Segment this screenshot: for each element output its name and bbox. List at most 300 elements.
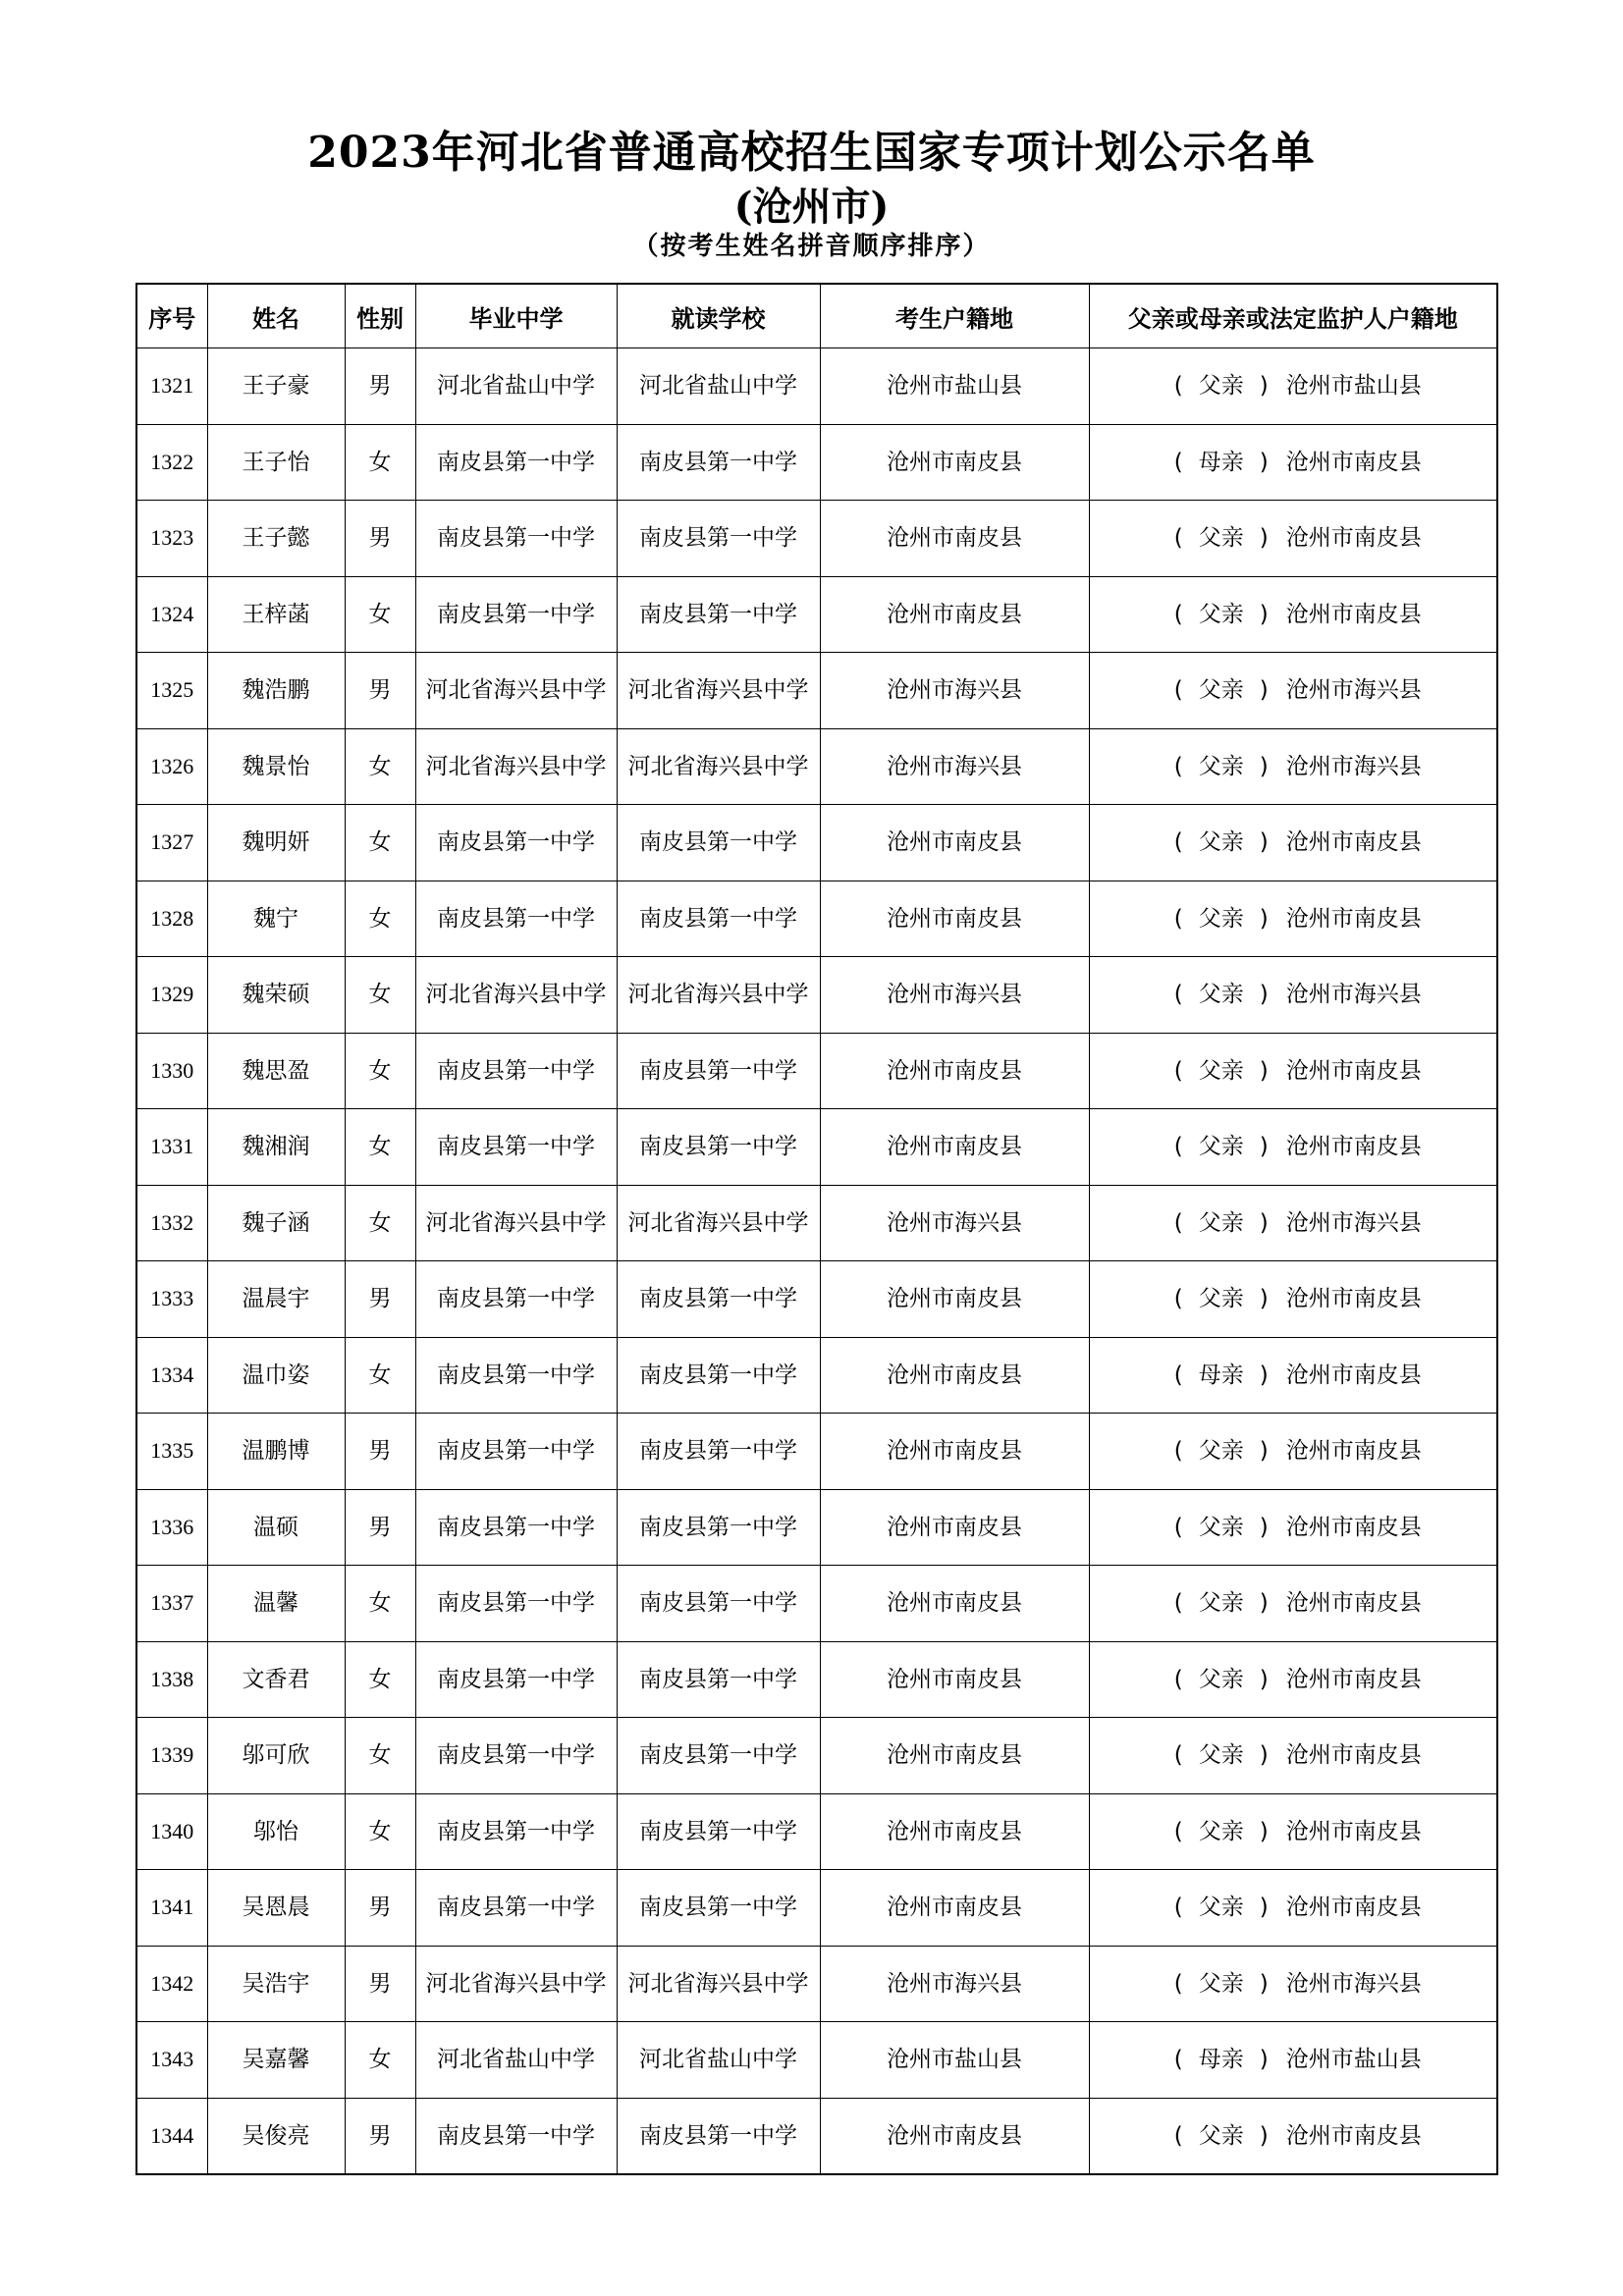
cell-parent-hukou: [1089, 1718, 1497, 1794]
parent-relation: 父亲: [1198, 1057, 1244, 1084]
cell-current-school: 河北省盐山中学: [617, 2022, 820, 2099]
cell-hukou: 沧州市海兴县: [820, 1185, 1089, 1261]
table-row: [136, 653, 1497, 729]
cell-current-school: 南皮县第一中学: [617, 881, 820, 957]
parent-relation: 父亲: [1198, 1134, 1244, 1160]
parent-open-paren: (: [1173, 1818, 1183, 1844]
header-row: [136, 284, 1497, 348]
cell-gender: 男: [345, 501, 415, 577]
roster-body: [136, 348, 1497, 2175]
table-row: [136, 881, 1497, 957]
parent-relation: 父亲: [1198, 1514, 1244, 1540]
parent-close-paren: ): [1259, 1590, 1269, 1617]
parent-relation: 母亲: [1198, 449, 1244, 475]
table-row: [136, 576, 1497, 653]
cell-hukou: 沧州市南皮县: [820, 1718, 1089, 1794]
cell-current-school: 南皮县第一中学: [617, 1337, 820, 1414]
cell-gender: 女: [345, 2022, 415, 2099]
cell-hukou: 沧州市海兴县: [820, 957, 1089, 1034]
table-row: [136, 1109, 1497, 1186]
cell-gender: 女: [345, 957, 415, 1034]
cell-hukou: 沧州市盐山县: [820, 2022, 1089, 2099]
parent-close-paren: ): [1259, 1209, 1269, 1236]
cell-hukou: 沧州市盐山县: [820, 348, 1089, 425]
cell-grad-school: 南皮县第一中学: [415, 881, 617, 957]
cell-gender: 女: [345, 1566, 415, 1642]
cell-hukou: 沧州市南皮县: [820, 424, 1089, 501]
cell-grad-school: 南皮县第一中学: [415, 1109, 617, 1186]
cell-name: 吴浩宇: [207, 1946, 345, 2022]
cell-parent-hukou: [1089, 348, 1497, 425]
cell-current-school: 南皮县第一中学: [617, 501, 820, 577]
cell-seq: 1323: [136, 501, 207, 577]
parent-relation: 父亲: [1198, 373, 1244, 400]
cell-current-school: 南皮县第一中学: [617, 1566, 820, 1642]
parent-open-paren: (: [1173, 2047, 1183, 2073]
cell-hukou: 沧州市南皮县: [820, 2098, 1089, 2174]
cell-seq: 1342: [136, 1946, 207, 2022]
parent-close-paren: ): [1259, 2047, 1269, 2073]
cell-parent-hukou: [1089, 957, 1497, 1034]
cell-current-school: 南皮县第一中学: [617, 1033, 820, 1109]
cell-gender: 女: [345, 1033, 415, 1109]
cell-gender: 女: [345, 424, 415, 501]
parent-open-paren: (: [1173, 1286, 1183, 1312]
cell-grad-school: 南皮县第一中学: [415, 1641, 617, 1718]
parent-close-paren: ): [1259, 1362, 1269, 1388]
parent-close-paren: ): [1259, 677, 1269, 704]
table-row: [136, 1337, 1497, 1414]
parent-close-paren: ): [1259, 449, 1269, 475]
parent-place: 沧州市南皮县: [1285, 1742, 1422, 1769]
cell-parent-hukou: [1089, 1033, 1497, 1109]
parent-relation: 父亲: [1198, 1590, 1244, 1617]
cell-name: 魏浩鹏: [207, 653, 345, 729]
parent-close-paren: ): [1259, 982, 1269, 1008]
parent-open-paren: (: [1173, 1362, 1183, 1388]
table-row: [136, 501, 1497, 577]
table-row: [136, 1641, 1497, 1718]
cell-grad-school: 南皮县第一中学: [415, 1337, 617, 1414]
cell-hukou: 沧州市海兴县: [820, 1946, 1089, 2022]
cell-parent-hukou: [1089, 653, 1497, 729]
parent-place: 沧州市南皮县: [1285, 1057, 1422, 1084]
cell-hukou: 沧州市海兴县: [820, 728, 1089, 805]
cell-grad-school: 南皮县第一中学: [415, 1793, 617, 1870]
cell-name: 吴俊亮: [207, 2098, 345, 2174]
cell-gender: 女: [345, 1337, 415, 1414]
cell-name: 魏荣硕: [207, 957, 345, 1034]
roster-table: [135, 283, 1498, 2175]
cell-grad-school: 南皮县第一中学: [415, 2098, 617, 2174]
parent-place: 沧州市海兴县: [1285, 677, 1422, 704]
parent-relation: 父亲: [1198, 2122, 1244, 2149]
cell-current-school: 南皮县第一中学: [617, 1414, 820, 1490]
parent-open-paren: (: [1173, 525, 1183, 552]
parent-open-paren: (: [1173, 1134, 1183, 1160]
cell-gender: 男: [345, 1414, 415, 1490]
cell-name: 温鹏博: [207, 1414, 345, 1490]
parent-relation: 父亲: [1198, 905, 1244, 932]
cell-grad-school: 河北省海兴县中学: [415, 957, 617, 1034]
cell-gender: 男: [345, 1870, 415, 1947]
cell-seq: 1329: [136, 957, 207, 1034]
cell-current-school: 河北省海兴县中学: [617, 1185, 820, 1261]
cell-parent-hukou: [1089, 1489, 1497, 1566]
table-row: [136, 1489, 1497, 1566]
cell-seq: 1341: [136, 1870, 207, 1947]
cell-hukou: 沧州市南皮县: [820, 805, 1089, 881]
parent-close-paren: ): [1259, 373, 1269, 400]
cell-hukou: 沧州市海兴县: [820, 653, 1089, 729]
cell-parent-hukou: [1089, 1946, 1497, 2022]
header-current-school: 就读学校: [617, 284, 820, 348]
table-row: [136, 424, 1497, 501]
parent-open-paren: (: [1173, 601, 1183, 627]
parent-open-paren: (: [1173, 1666, 1183, 1692]
parent-close-paren: ): [1259, 1666, 1269, 1692]
parent-close-paren: ): [1259, 525, 1269, 552]
parent-place: 沧州市盐山县: [1285, 2047, 1422, 2073]
parent-close-paren: ): [1259, 1286, 1269, 1312]
cell-parent-hukou: [1089, 1870, 1497, 1947]
cell-name: 文香君: [207, 1641, 345, 1718]
parent-close-paren: ): [1259, 1514, 1269, 1540]
cell-current-school: 南皮县第一中学: [617, 1641, 820, 1718]
parent-place: 沧州市南皮县: [1285, 449, 1422, 475]
cell-current-school: 南皮县第一中学: [617, 1793, 820, 1870]
parent-open-paren: (: [1173, 1514, 1183, 1540]
cell-grad-school: 南皮县第一中学: [415, 576, 617, 653]
cell-current-school: 南皮县第一中学: [617, 576, 820, 653]
cell-name: 魏景怡: [207, 728, 345, 805]
table-row: [136, 1946, 1497, 2022]
table-row: [136, 1414, 1497, 1490]
cell-parent-hukou: [1089, 1261, 1497, 1338]
table-row: [136, 1793, 1497, 1870]
cell-current-school: 南皮县第一中学: [617, 805, 820, 881]
parent-relation: 父亲: [1198, 525, 1244, 552]
parent-close-paren: ): [1259, 905, 1269, 932]
header-seq: 序号: [136, 284, 207, 348]
cell-hukou: 沧州市南皮县: [820, 1033, 1089, 1109]
parent-place: 沧州市南皮县: [1285, 829, 1422, 856]
cell-seq: 1336: [136, 1489, 207, 1566]
cell-parent-hukou: [1089, 501, 1497, 577]
parent-relation: 父亲: [1198, 677, 1244, 704]
cell-parent-hukou: [1089, 1793, 1497, 1870]
table-row: [136, 805, 1497, 881]
cell-gender: 男: [345, 1489, 415, 1566]
header-grad-school: 毕业中学: [415, 284, 617, 348]
cell-grad-school: 河北省海兴县中学: [415, 728, 617, 805]
cell-seq: 1322: [136, 424, 207, 501]
parent-place: 沧州市南皮县: [1285, 1514, 1422, 1540]
table-row: [136, 348, 1497, 425]
cell-parent-hukou: [1089, 1337, 1497, 1414]
parent-relation: 父亲: [1198, 1209, 1244, 1236]
cell-grad-school: 南皮县第一中学: [415, 1566, 617, 1642]
cell-name: 魏宁: [207, 881, 345, 957]
cell-grad-school: 河北省海兴县中学: [415, 653, 617, 729]
cell-parent-hukou: [1089, 424, 1497, 501]
cell-name: 王子怡: [207, 424, 345, 501]
parent-place: 沧州市南皮县: [1285, 525, 1422, 552]
parent-place: 沧州市海兴县: [1285, 753, 1422, 779]
cell-current-school: 河北省海兴县中学: [617, 653, 820, 729]
table-row: [136, 1566, 1497, 1642]
cell-current-school: 南皮县第一中学: [617, 424, 820, 501]
cell-hukou: 沧州市南皮县: [820, 1641, 1089, 1718]
cell-gender: 男: [345, 2098, 415, 2174]
cell-name: 吴嘉馨: [207, 2022, 345, 2099]
cell-gender: 女: [345, 728, 415, 805]
table-row: [136, 1185, 1497, 1261]
parent-place: 沧州市南皮县: [1285, 1818, 1422, 1844]
header-gender: 性别: [345, 284, 415, 348]
cell-seq: 1344: [136, 2098, 207, 2174]
cell-seq: 1343: [136, 2022, 207, 2099]
cell-parent-hukou: [1089, 1641, 1497, 1718]
cell-name: 温硕: [207, 1489, 345, 1566]
cell-gender: 男: [345, 1261, 415, 1338]
cell-gender: 女: [345, 805, 415, 881]
cell-current-school: 南皮县第一中学: [617, 1489, 820, 1566]
parent-open-paren: (: [1173, 373, 1183, 400]
cell-gender: 男: [345, 653, 415, 729]
parent-relation: 父亲: [1198, 1970, 1244, 1997]
cell-name: 魏明妍: [207, 805, 345, 881]
table-row: [136, 2022, 1497, 2099]
parent-place: 沧州市海兴县: [1285, 982, 1422, 1008]
header-parent-hukou: 父亲或母亲或法定监护人户籍地: [1089, 284, 1497, 348]
parent-relation: 父亲: [1198, 1438, 1244, 1465]
cell-seq: 1334: [136, 1337, 207, 1414]
cell-parent-hukou: [1089, 1566, 1497, 1642]
parent-relation: 母亲: [1198, 2047, 1244, 2073]
cell-parent-hukou: [1089, 1109, 1497, 1186]
parent-place: 沧州市南皮县: [1285, 1438, 1422, 1465]
cell-gender: 女: [345, 1718, 415, 1794]
parent-close-paren: ): [1259, 1438, 1269, 1465]
cell-seq: 1332: [136, 1185, 207, 1261]
cell-gender: 女: [345, 1185, 415, 1261]
document-subtitle: (沧州市): [733, 184, 890, 230]
parent-open-paren: (: [1173, 2122, 1183, 2149]
cell-name: 邬怡: [207, 1793, 345, 1870]
cell-seq: 1326: [136, 728, 207, 805]
cell-current-school: 河北省海兴县中学: [617, 1946, 820, 2022]
parent-open-paren: (: [1173, 1742, 1183, 1769]
cell-seq: 1337: [136, 1566, 207, 1642]
cell-seq: 1340: [136, 1793, 207, 1870]
cell-gender: 男: [345, 1946, 415, 2022]
cell-grad-school: 南皮县第一中学: [415, 1718, 617, 1794]
parent-close-paren: ): [1259, 1742, 1269, 1769]
parent-open-paren: (: [1173, 1895, 1183, 1921]
cell-grad-school: 南皮县第一中学: [415, 805, 617, 881]
parent-open-paren: (: [1173, 1590, 1183, 1617]
cell-name: 魏思盈: [207, 1033, 345, 1109]
cell-hukou: 沧州市南皮县: [820, 1566, 1089, 1642]
parent-close-paren: ): [1259, 753, 1269, 779]
cell-hukou: 沧州市南皮县: [820, 501, 1089, 577]
parent-relation: 父亲: [1198, 1666, 1244, 1692]
parent-place: 沧州市海兴县: [1285, 1209, 1422, 1236]
cell-gender: 女: [345, 576, 415, 653]
cell-seq: 1331: [136, 1109, 207, 1186]
parent-open-paren: (: [1173, 1438, 1183, 1465]
parent-place: 沧州市南皮县: [1285, 1286, 1422, 1312]
cell-hukou: 沧州市南皮县: [820, 1261, 1089, 1338]
cell-current-school: 河北省海兴县中学: [617, 728, 820, 805]
cell-hukou: 沧州市南皮县: [820, 1414, 1089, 1490]
header-hukou: 考生户籍地: [820, 284, 1089, 348]
cell-hukou: 沧州市南皮县: [820, 1870, 1089, 1947]
cell-hukou: 沧州市南皮县: [820, 1337, 1089, 1414]
cell-grad-school: 南皮县第一中学: [415, 1414, 617, 1490]
parent-open-paren: (: [1173, 1209, 1183, 1236]
cell-parent-hukou: [1089, 1414, 1497, 1490]
parent-place: 沧州市南皮县: [1285, 1895, 1422, 1921]
cell-name: 王梓菡: [207, 576, 345, 653]
table-row: [136, 1870, 1497, 1947]
table-row: [136, 2098, 1497, 2174]
document-title: 2023年河北省普通高校招生国家专项计划公示名单: [307, 128, 1316, 178]
cell-name: 邬可欣: [207, 1718, 345, 1794]
cell-parent-hukou: [1089, 728, 1497, 805]
cell-parent-hukou: [1089, 2098, 1497, 2174]
cell-grad-school: 南皮县第一中学: [415, 424, 617, 501]
parent-place: 沧州市南皮县: [1285, 601, 1422, 627]
cell-current-school: 南皮县第一中学: [617, 1870, 820, 1947]
cell-grad-school: 南皮县第一中学: [415, 1261, 617, 1338]
cell-seq: 1339: [136, 1718, 207, 1794]
parent-relation: 父亲: [1198, 982, 1244, 1008]
table-row: [136, 1718, 1497, 1794]
parent-relation: 父亲: [1198, 829, 1244, 856]
parent-place: 沧州市南皮县: [1285, 1362, 1422, 1388]
parent-relation: 母亲: [1198, 1362, 1244, 1388]
parent-place: 沧州市南皮县: [1285, 1590, 1422, 1617]
cell-seq: 1333: [136, 1261, 207, 1338]
parent-place: 沧州市南皮县: [1285, 1666, 1422, 1692]
cell-gender: 女: [345, 1793, 415, 1870]
cell-grad-school: 河北省盐山中学: [415, 2022, 617, 2099]
cell-hukou: 沧州市南皮县: [820, 1793, 1089, 1870]
table-row: [136, 957, 1497, 1034]
parent-open-paren: (: [1173, 677, 1183, 704]
cell-name: 温馨: [207, 1566, 345, 1642]
parent-relation: 父亲: [1198, 1895, 1244, 1921]
cell-name: 王子豪: [207, 348, 345, 425]
cell-grad-school: 河北省海兴县中学: [415, 1946, 617, 2022]
parent-close-paren: ): [1259, 601, 1269, 627]
cell-parent-hukou: [1089, 2022, 1497, 2099]
cell-name: 吴恩晨: [207, 1870, 345, 1947]
cell-seq: 1321: [136, 348, 207, 425]
parent-open-paren: (: [1173, 753, 1183, 779]
cell-grad-school: 南皮县第一中学: [415, 501, 617, 577]
cell-grad-school: 南皮县第一中学: [415, 1033, 617, 1109]
cell-name: 温晨宇: [207, 1261, 345, 1338]
parent-place: 沧州市盐山县: [1285, 373, 1422, 400]
cell-hukou: 沧州市南皮县: [820, 881, 1089, 957]
parent-open-paren: (: [1173, 829, 1183, 856]
parent-close-paren: ): [1259, 1057, 1269, 1084]
parent-relation: 父亲: [1198, 1742, 1244, 1769]
cell-name: 温巾姿: [207, 1337, 345, 1414]
cell-gender: 女: [345, 881, 415, 957]
sort-note: （按考生姓名拼音顺序排序）: [632, 232, 991, 261]
cell-seq: 1330: [136, 1033, 207, 1109]
cell-grad-school: 河北省海兴县中学: [415, 1185, 617, 1261]
cell-grad-school: 南皮县第一中学: [415, 1489, 617, 1566]
cell-gender: 女: [345, 1641, 415, 1718]
cell-current-school: 河北省海兴县中学: [617, 957, 820, 1034]
header-name: 姓名: [207, 284, 345, 348]
cell-parent-hukou: [1089, 881, 1497, 957]
parent-place: 沧州市南皮县: [1285, 1134, 1422, 1160]
cell-seq: 1325: [136, 653, 207, 729]
cell-hukou: 沧州市南皮县: [820, 1489, 1089, 1566]
parent-relation: 父亲: [1198, 753, 1244, 779]
cell-hukou: 沧州市南皮县: [820, 576, 1089, 653]
parent-open-paren: (: [1173, 905, 1183, 932]
table-row: [136, 728, 1497, 805]
parent-close-paren: ): [1259, 1134, 1269, 1160]
cell-seq: 1338: [136, 1641, 207, 1718]
cell-seq: 1328: [136, 881, 207, 957]
cell-gender: 男: [345, 348, 415, 425]
cell-parent-hukou: [1089, 805, 1497, 881]
parent-open-paren: (: [1173, 1057, 1183, 1084]
parent-close-paren: ): [1259, 1895, 1269, 1921]
cell-name: 魏子涵: [207, 1185, 345, 1261]
cell-name: 王子懿: [207, 501, 345, 577]
cell-current-school: 南皮县第一中学: [617, 1109, 820, 1186]
cell-hukou: 沧州市南皮县: [820, 1109, 1089, 1186]
cell-current-school: 南皮县第一中学: [617, 2098, 820, 2174]
cell-seq: 1335: [136, 1414, 207, 1490]
cell-current-school: 南皮县第一中学: [617, 1718, 820, 1794]
table-row: [136, 1033, 1497, 1109]
cell-name: 魏湘润: [207, 1109, 345, 1186]
cell-grad-school: 河北省盐山中学: [415, 348, 617, 425]
parent-close-paren: ): [1259, 1970, 1269, 1997]
parent-relation: 父亲: [1198, 601, 1244, 627]
cell-grad-school: 南皮县第一中学: [415, 1870, 617, 1947]
parent-close-paren: ): [1259, 2122, 1269, 2149]
parent-open-paren: (: [1173, 449, 1183, 475]
parent-relation: 父亲: [1198, 1818, 1244, 1844]
table-row: [136, 1261, 1497, 1338]
cell-seq: 1327: [136, 805, 207, 881]
cell-seq: 1324: [136, 576, 207, 653]
parent-place: 沧州市海兴县: [1285, 1970, 1422, 1997]
cell-parent-hukou: [1089, 1185, 1497, 1261]
cell-parent-hukou: [1089, 576, 1497, 653]
parent-place: 沧州市南皮县: [1285, 905, 1422, 932]
parent-open-paren: (: [1173, 982, 1183, 1008]
cell-current-school: 南皮县第一中学: [617, 1261, 820, 1338]
parent-close-paren: ): [1259, 1818, 1269, 1844]
cell-current-school: 河北省盐山中学: [617, 348, 820, 425]
parent-relation: 父亲: [1198, 1286, 1244, 1312]
parent-open-paren: (: [1173, 1970, 1183, 1997]
parent-close-paren: ): [1259, 829, 1269, 856]
parent-place: 沧州市南皮县: [1285, 2122, 1422, 2149]
